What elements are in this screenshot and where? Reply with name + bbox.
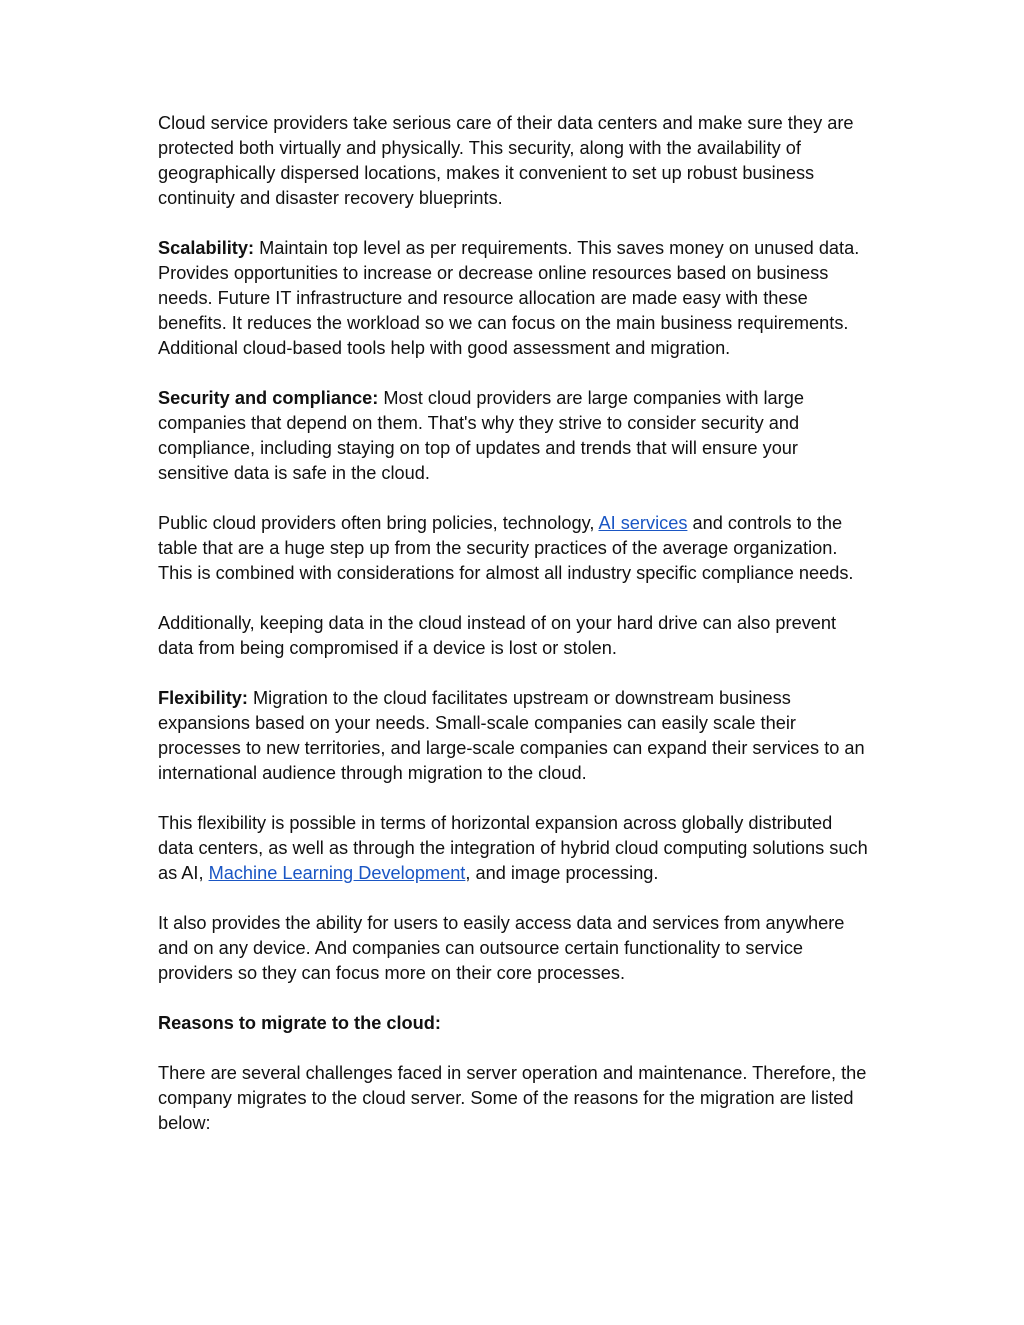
security-text: Most cloud providers are large companies with large companies that depend on them. That's why they strive to consider security and compliance, including staying on top of updates and trends that will ensure your sensitive data is safe in the cloud. xyxy=(158,388,804,483)
flexibility-heading: Flexibility: xyxy=(158,688,248,708)
flex-detail-text-after: , and image processing. xyxy=(465,863,659,883)
paragraph-intro-text: Cloud service providers take serious care of their data centers and make sure they are protected both virtually and physically. This security, along with the availability of geographically dispersed locations, makes it convenient to set up robust business continuity and disaster recovery blueprints. xyxy=(158,113,854,208)
paragraph-flex-detail xyxy=(158,811,870,886)
reasons-heading: Reasons to migrate to the cloud: xyxy=(158,1013,441,1033)
scalability-text: Maintain top level as per requirements. This saves money on unused data. Provides opportunities to increase or decrease online resources based on business needs. Future IT infrastructure and resource allocation are made easy with these benefits. It reduces the workload so we can focus on the main business requirements. Additional cloud-based tools help with good assessment and migration. xyxy=(158,238,860,358)
security-heading: Security and compliance: xyxy=(158,388,379,408)
public-cloud-text-before: Public cloud providers often bring policies, technology, xyxy=(158,513,599,533)
document-body xyxy=(158,111,870,1136)
flex-detail-text-before: This flexibility is possible in terms of horizontal expansion across globally distributed data centers, as well as through the integration of hybrid cloud computing solutions such as AI, xyxy=(158,813,868,883)
ai-services-link[interactable]: AI services xyxy=(598,513,688,533)
paragraph-scalability xyxy=(158,236,870,361)
machine-learning-development-link[interactable]: Machine Learning Development xyxy=(208,863,466,883)
paragraph-additionally xyxy=(158,611,870,661)
paragraph-public-cloud xyxy=(158,511,870,586)
paragraph-security xyxy=(158,386,870,486)
public-cloud-text-after: and controls to the table that are a huge step up from the security practices of the average organization. This is combined with considerations for almost all industry specific compliance needs. xyxy=(158,513,854,583)
paragraph-access xyxy=(158,911,870,986)
additionally-text: Additionally, keeping data in the cloud instead of on your hard drive can also prevent data from being compromised if a device is lost or stolen. xyxy=(158,613,837,658)
flexibility-text: Migration to the cloud facilitates upstream or downstream business expansions based on your needs. Small-scale companies can easily scale their processes to new territories, and large-scale companies can expand their services to an international audience through migration to the cloud. xyxy=(158,688,865,783)
scalability-heading: Scalability: xyxy=(158,238,255,258)
paragraph-reasons-heading xyxy=(158,1011,870,1036)
challenges-text: There are several challenges faced in server operation and maintenance. Therefore, the company migrates to the cloud server. Some of the reasons for the migration are listed below: xyxy=(158,1063,867,1133)
paragraph-intro xyxy=(158,111,870,211)
paragraph-flexibility xyxy=(158,686,870,786)
access-text: It also provides the ability for users to easily access data and services from anywhere and on any device. And companies can outsource certain functionality to service providers so they can focus more on their core processes. xyxy=(158,913,845,983)
paragraph-challenges xyxy=(158,1061,870,1136)
